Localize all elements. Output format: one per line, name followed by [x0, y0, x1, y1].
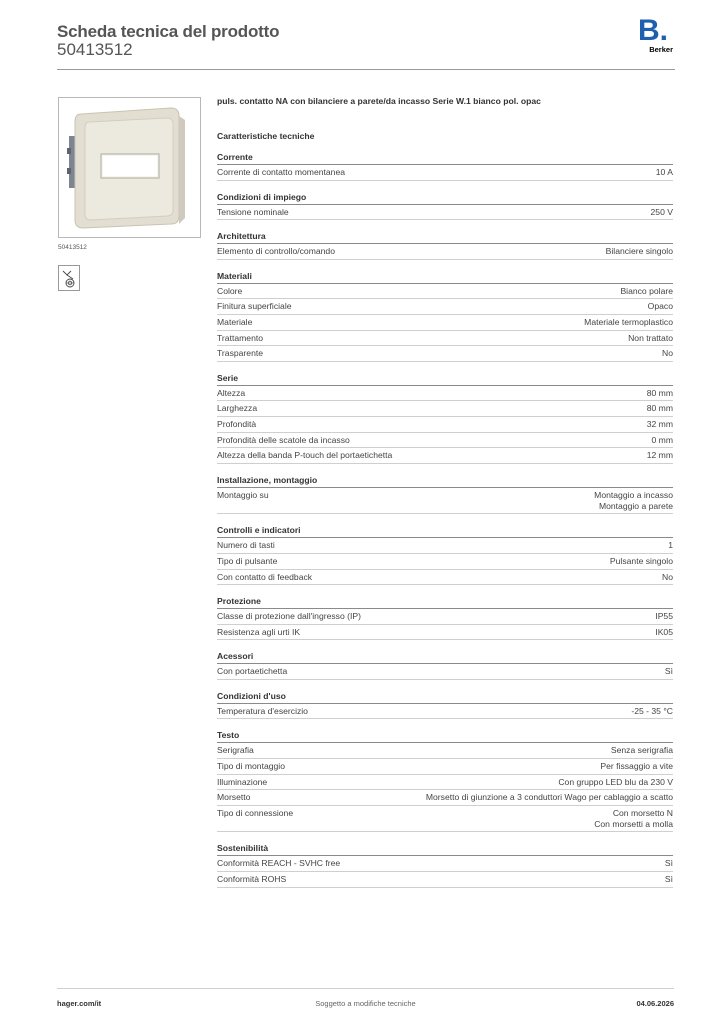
spec-value: [352, 858, 673, 869]
section-title: Protezione: [217, 594, 673, 609]
spec-value: [254, 286, 673, 297]
spec-label: Altezza della banda P-touch del portaetichetta: [217, 450, 393, 461]
spec-value-line: IP55: [655, 611, 673, 622]
spec-value: [362, 435, 673, 446]
spec-row: [217, 806, 673, 833]
spec-value: [312, 627, 673, 638]
spec-value: [275, 348, 673, 359]
spec-label: Materiale: [217, 316, 253, 327]
spec-value: [266, 745, 673, 756]
image-caption: 50413512: [58, 244, 87, 251]
spec-label: Con portaetichetta: [217, 666, 288, 677]
footer-website: hager.com/it: [57, 999, 102, 1008]
spec-label: Elemento di controllo/comando: [217, 246, 335, 257]
spec-label: Finitura superficiale: [217, 301, 292, 312]
spec-label: Altezza: [217, 387, 246, 398]
spec-label: Temperatura d'esercizio: [217, 705, 308, 716]
section-title: Condizioni d'uso: [217, 689, 673, 704]
spec-row: [217, 609, 673, 625]
spec-value-line: 250 V: [650, 206, 673, 217]
spec-row: [217, 625, 673, 641]
spec-value-line: No: [662, 348, 673, 359]
spec-label: Resistenza agli urti IK: [217, 626, 301, 637]
spec-label: Tensione nominale: [217, 206, 289, 217]
section-title: Architettura: [217, 229, 673, 244]
spec-value-line: Opaco: [647, 301, 673, 312]
spec-row: [217, 386, 673, 402]
spec-value: [289, 556, 673, 567]
spec-content: [217, 94, 673, 888]
spec-row: [217, 856, 673, 872]
spec-row: [217, 417, 673, 433]
spec-value: [287, 540, 673, 551]
spec-label: Con contatto di feedback: [217, 571, 313, 582]
spec-label: Corrente di contatto momentanea: [217, 167, 346, 177]
spec-label: Profondità: [217, 418, 257, 429]
page-title: Scheda tecnica del prodotto: [57, 22, 280, 41]
tech-heading: Caratteristiche tecniche: [217, 131, 315, 141]
spec-value: [269, 403, 673, 414]
spec-value: [304, 301, 673, 312]
spec-value: [373, 611, 673, 622]
spec-value-line: 10 A: [655, 167, 673, 177]
spec-label: Trattamento: [217, 332, 264, 343]
footer-note: Soggetto a modifiche tecniche: [315, 999, 416, 1008]
spec-label: Tipo di montaggio: [217, 761, 285, 772]
spec-label: Tipo di connessione: [217, 807, 294, 818]
spec-value: [275, 333, 673, 344]
spec-row: [217, 244, 673, 260]
spec-value: [264, 317, 673, 328]
spec-value-line: 80 mm: [646, 403, 673, 414]
spec-value-line: 0 mm: [651, 434, 673, 445]
spec-label: Trasparente: [217, 348, 264, 359]
logo-text: Berker: [649, 45, 673, 54]
spec-value-line: Bianco polare: [620, 285, 673, 296]
spec-value-line: Sì: [664, 666, 673, 677]
spec-row: [217, 775, 673, 791]
section-title: Controlli e indicatori: [217, 523, 673, 538]
logo-letter: B.: [638, 16, 668, 47]
spec-value: [413, 792, 673, 803]
product-code: 50413512: [57, 40, 133, 59]
spec-row: [217, 315, 673, 331]
spec-label: Morsetto: [217, 792, 251, 803]
spec-value-line: Con gruppo LED blu da 230 V: [558, 776, 673, 787]
spec-value-line: Bilanciere singolo: [605, 246, 673, 257]
section-title: Corrente: [217, 150, 673, 165]
spec-value-line: 32 mm: [646, 418, 673, 429]
spec-label: Classe di protezione dall'ingresso (IP): [217, 611, 361, 622]
spec-value-line: No: [662, 571, 673, 582]
spec-value: [299, 666, 673, 677]
spec-row: [217, 346, 673, 362]
spec-label: Montaggio su: [217, 489, 269, 500]
spec-value-line: Montaggio a parete: [598, 500, 673, 511]
spec-row: [217, 554, 673, 570]
spec-value: [257, 388, 673, 399]
spec-label: Conformità ROHS: [217, 874, 287, 885]
spec-value: [268, 419, 673, 430]
spec-value-line: IK05: [655, 626, 673, 637]
spec-value: [279, 777, 673, 788]
spec-value-line: Con morsetto N: [612, 807, 673, 818]
spec-row: [217, 284, 673, 300]
spec-row: [217, 704, 673, 720]
spec-value: [320, 706, 673, 717]
mounting-symbol-icon: [58, 265, 80, 291]
section-title: Installazione, montaggio: [217, 473, 673, 488]
spec-row: [217, 299, 673, 315]
spec-sections: [217, 150, 673, 888]
spec-value: [297, 761, 673, 772]
spec-value: [298, 874, 673, 885]
section-title: Acessori: [217, 649, 673, 664]
spec-value-line: Non trattato: [628, 332, 673, 343]
spec-value: [301, 207, 673, 218]
section-title: Materiali: [217, 269, 673, 284]
spec-value-line: Sì: [664, 874, 673, 885]
page-header: [57, 16, 675, 70]
spec-value: [404, 450, 673, 461]
spec-label: Serigrafia: [217, 745, 254, 756]
spec-row: [217, 488, 673, 515]
footer-date: 04.06.2026: [636, 999, 674, 1008]
spec-value-line: Sì: [664, 858, 673, 869]
section-title: Testo: [217, 728, 673, 743]
spec-row: [217, 401, 673, 417]
spec-value-line: Pulsante singolo: [609, 555, 673, 566]
spec-value-line: 80 mm: [646, 387, 673, 398]
spec-value-line: Con morsetti a molla: [594, 818, 673, 829]
spec-value-line: 1: [668, 540, 673, 551]
spec-label: Profondità delle scatole da incasso: [217, 434, 350, 445]
spec-value-line: 12 mm: [646, 450, 673, 461]
spec-label: Tipo di pulsante: [217, 555, 278, 566]
spec-row: [217, 743, 673, 759]
spec-row: [217, 331, 673, 347]
spec-label: Numero di tasti: [217, 540, 275, 551]
spec-value-line: Per fissaggio a vite: [600, 761, 673, 772]
section-title: Condizioni di impiego: [217, 190, 673, 205]
spec-row: [217, 759, 673, 775]
spec-row: [217, 664, 673, 680]
page-footer: [57, 988, 674, 1013]
spec-value-line: Morsetto di giunzione a 3 conduttori Wago per cablaggio a scatto: [425, 792, 673, 803]
spec-value: [347, 246, 673, 257]
spec-row: [217, 570, 673, 586]
spec-value-line: -25 - 35 °C: [631, 705, 673, 716]
spec-label: Colore: [217, 285, 243, 296]
spec-value-line: Montaggio a incasso: [594, 489, 673, 500]
spec-value: [281, 490, 673, 512]
spec-row: [217, 538, 673, 554]
section-title: Serie: [217, 371, 673, 386]
spec-value-line: Materiale termoplastico: [584, 316, 673, 327]
spec-row: [217, 790, 673, 806]
spec-value: [324, 572, 673, 583]
spec-label: Conformità REACH - SVHC free: [217, 858, 341, 869]
spec-value: [357, 167, 673, 178]
section-title: Sostenibilità: [217, 841, 673, 856]
spec-value-line: Senza serigrafia: [610, 745, 673, 756]
spec-label: Larghezza: [217, 403, 258, 414]
spec-row: [217, 872, 673, 888]
spec-label: Illuminazione: [217, 776, 268, 787]
product-description: puls. contatto NA con bilanciere a parete/da incasso Serie W.1 bianco pol. opac: [217, 96, 541, 106]
spec-row: [217, 205, 673, 221]
spec-row: [217, 165, 673, 181]
spec-row: [217, 448, 673, 464]
spec-value: [305, 808, 673, 830]
product-image: [58, 97, 201, 238]
spec-row: [217, 433, 673, 449]
